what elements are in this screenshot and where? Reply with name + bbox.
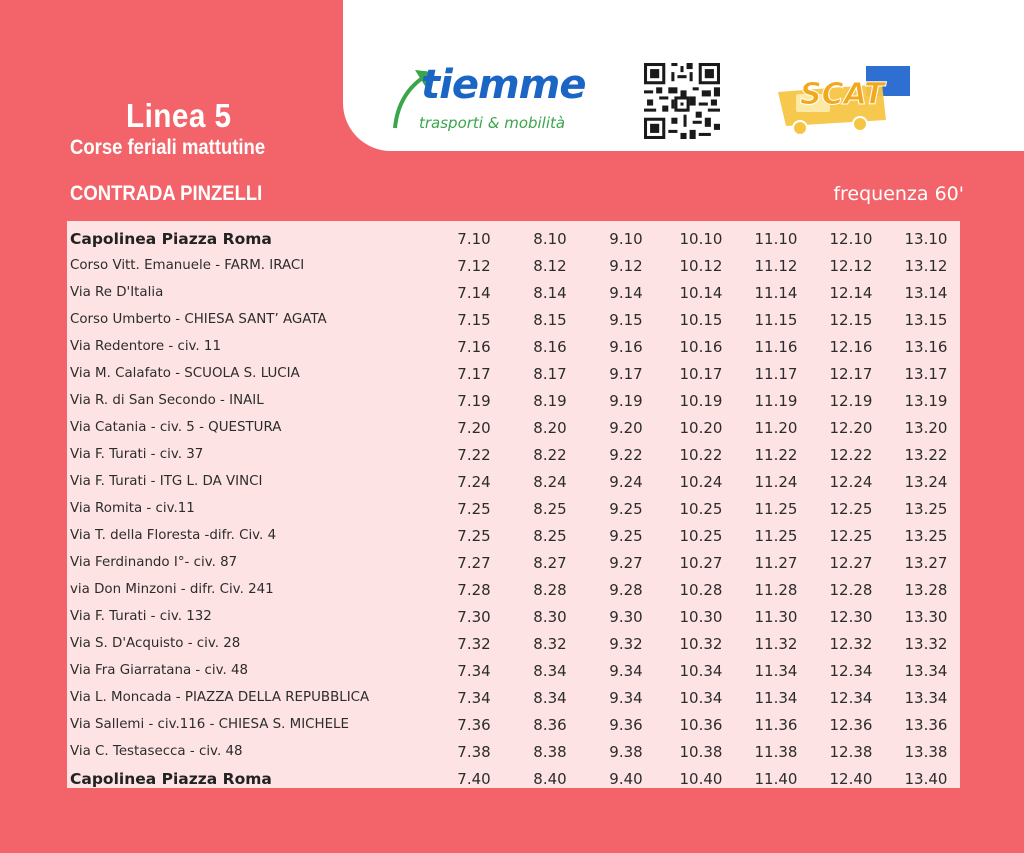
- departure-time: 9.16: [609, 337, 643, 356]
- stop-name: Via Fra Giarratana - civ. 48: [70, 663, 249, 678]
- departure-time: 7.34: [457, 661, 491, 680]
- departure-time: 12.12: [829, 256, 873, 275]
- departure-time: 9.15: [609, 310, 643, 329]
- departure-time: 11.15: [754, 310, 798, 329]
- departure-time: 8.27: [533, 553, 567, 572]
- departure-time: 8.22: [533, 445, 567, 464]
- departure-time: 10.22: [679, 445, 723, 464]
- departure-time: 11.34: [754, 661, 798, 680]
- departure-time: 8.38: [533, 742, 567, 761]
- timetable-row: [67, 711, 960, 738]
- timetable-row: [67, 387, 960, 414]
- departure-time: 11.28: [754, 580, 798, 599]
- departure-time: 7.34: [457, 688, 491, 707]
- departure-time: 8.40: [533, 769, 567, 788]
- departure-time: 8.19: [533, 391, 567, 410]
- departure-time: 13.20: [904, 418, 948, 437]
- route-name: CONTRADA PINZELLI: [70, 182, 263, 205]
- departure-time: 11.25: [754, 499, 798, 518]
- stop-name: Via Romita - civ.11: [70, 501, 195, 516]
- departure-time: 9.10: [609, 229, 643, 248]
- departure-time: 10.19: [679, 391, 723, 410]
- departure-time: 13.25: [904, 499, 948, 518]
- departure-time: 11.12: [754, 256, 798, 275]
- departure-time: 11.25: [754, 526, 798, 545]
- departure-time: 7.27: [457, 553, 491, 572]
- departure-time: 9.20: [609, 418, 643, 437]
- departure-time: 11.16: [754, 337, 798, 356]
- departure-time: 12.32: [829, 634, 873, 653]
- stop-name: Via F. Turati - ITG L. DA VINCI: [70, 474, 263, 489]
- departure-time: 10.20: [679, 418, 723, 437]
- departure-time: 13.14: [904, 283, 948, 302]
- timetable-row: [67, 576, 960, 603]
- departure-time: 8.36: [533, 715, 567, 734]
- tiemme-logo: [385, 62, 605, 138]
- departure-time: 8.28: [533, 580, 567, 599]
- timetable-row: [67, 657, 960, 684]
- departure-time: 10.24: [679, 472, 723, 491]
- departure-time: 8.34: [533, 688, 567, 707]
- timetable-row: [67, 765, 960, 792]
- departure-time: 11.17: [754, 364, 798, 383]
- departure-time: 12.24: [829, 472, 873, 491]
- departure-time: 7.14: [457, 283, 491, 302]
- departure-time: 11.24: [754, 472, 798, 491]
- departure-time: 7.25: [457, 499, 491, 518]
- departure-time: 8.15: [533, 310, 567, 329]
- departure-time: 9.34: [609, 688, 643, 707]
- departure-time: 12.38: [829, 742, 873, 761]
- timetable-row: [67, 360, 960, 387]
- departure-time: 9.28: [609, 580, 643, 599]
- departure-time: 11.14: [754, 283, 798, 302]
- stop-name: Corso Umberto - CHIESA SANT’ AGATA: [70, 312, 327, 327]
- stop-name: Via S. D'Acquisto - civ. 28: [70, 636, 241, 651]
- departure-time: 13.32: [904, 634, 948, 653]
- departure-time: 9.27: [609, 553, 643, 572]
- timetable-row: [67, 252, 960, 279]
- departure-time: 9.19: [609, 391, 643, 410]
- stop-name: Via M. Calafato - SCUOLA S. LUCIA: [70, 366, 300, 381]
- departure-time: 7.17: [457, 364, 491, 383]
- departure-time: 7.36: [457, 715, 491, 734]
- departure-time: 12.25: [829, 499, 873, 518]
- departure-time: 13.16: [904, 337, 948, 356]
- departure-time: 9.38: [609, 742, 643, 761]
- departure-time: 7.19: [457, 391, 491, 410]
- departure-time: 8.30: [533, 607, 567, 626]
- departure-time: 9.17: [609, 364, 643, 383]
- timetable-row: [67, 603, 960, 630]
- departure-time: 9.40: [609, 769, 643, 788]
- departure-time: 7.22: [457, 445, 491, 464]
- departure-time: 9.25: [609, 526, 643, 545]
- timetable-row: [67, 684, 960, 711]
- departure-time: 13.12: [904, 256, 948, 275]
- departure-time: 9.34: [609, 661, 643, 680]
- stop-name: Via Ferdinando I°- civ. 87: [70, 555, 238, 570]
- departure-time: 10.34: [679, 661, 723, 680]
- departure-time: 9.12: [609, 256, 643, 275]
- departure-time: 12.10: [829, 229, 873, 248]
- departure-time: 12.16: [829, 337, 873, 356]
- scat-bus-logo: [770, 64, 912, 140]
- departure-time: 7.24: [457, 472, 491, 491]
- departure-time: 12.36: [829, 715, 873, 734]
- departure-time: 12.19: [829, 391, 873, 410]
- departure-time: 7.12: [457, 256, 491, 275]
- timetable-row: [67, 441, 960, 468]
- line-title: Linea 5: [126, 97, 232, 134]
- departure-time: 10.38: [679, 742, 723, 761]
- departure-time: 8.12: [533, 256, 567, 275]
- stop-name: Via Sallemi - civ.116 - CHIESA S. MICHELE: [70, 717, 349, 732]
- departure-time: 8.16: [533, 337, 567, 356]
- timetable-row: [67, 279, 960, 306]
- departure-time: 13.10: [904, 229, 948, 248]
- departure-time: 10.30: [679, 607, 723, 626]
- scat-wordmark: SCAT: [800, 77, 885, 112]
- departure-time: 10.14: [679, 283, 723, 302]
- departure-time: 10.25: [679, 499, 723, 518]
- departure-time: 11.19: [754, 391, 798, 410]
- departure-time: 10.12: [679, 256, 723, 275]
- departure-time: 11.27: [754, 553, 798, 572]
- departure-time: 7.30: [457, 607, 491, 626]
- departure-time: 13.27: [904, 553, 948, 572]
- timetable-row: [67, 225, 960, 252]
- timetable: [67, 221, 960, 788]
- departure-time: 13.19: [904, 391, 948, 410]
- departure-time: 11.34: [754, 688, 798, 707]
- timetable-row: [67, 549, 960, 576]
- stop-name: Corso Vitt. Emanuele - FARM. IRACI: [70, 258, 305, 273]
- timetable-row: [67, 738, 960, 765]
- departure-time: 12.40: [829, 769, 873, 788]
- stop-name: Via Redentore - civ. 11: [70, 339, 221, 354]
- departure-time: 11.38: [754, 742, 798, 761]
- stop-name: Via R. di San Secondo - INAIL: [70, 393, 264, 408]
- departure-time: 7.15: [457, 310, 491, 329]
- departure-time: 12.25: [829, 526, 873, 545]
- timetable-row: [67, 630, 960, 657]
- departure-time: 7.10: [457, 229, 491, 248]
- timetable-row: [67, 468, 960, 495]
- departure-time: 8.34: [533, 661, 567, 680]
- departure-time: 9.14: [609, 283, 643, 302]
- title-block: [70, 96, 292, 160]
- departure-time: 12.22: [829, 445, 873, 464]
- timetable-row: [67, 333, 960, 360]
- departure-time: 7.38: [457, 742, 491, 761]
- departure-time: 13.34: [904, 688, 948, 707]
- departure-time: 10.25: [679, 526, 723, 545]
- departure-time: 12.20: [829, 418, 873, 437]
- departure-time: 8.10: [533, 229, 567, 248]
- stop-name: Via L. Moncada - PIAZZA DELLA REPUBBLICA: [70, 690, 370, 705]
- departure-time: 10.10: [679, 229, 723, 248]
- departure-time: 10.40: [679, 769, 723, 788]
- departure-time: 7.20: [457, 418, 491, 437]
- stop-name: Via F. Turati - civ. 132: [70, 609, 212, 624]
- terminal-stop-name: Capolinea Piazza Roma: [70, 229, 272, 248]
- departure-time: 8.14: [533, 283, 567, 302]
- departure-time: 11.20: [754, 418, 798, 437]
- stop-name: Via C. Testasecca - civ. 48: [70, 744, 243, 759]
- departure-time: 8.17: [533, 364, 567, 383]
- departure-time: 7.28: [457, 580, 491, 599]
- departure-time: 12.30: [829, 607, 873, 626]
- frequency-label: frequenza 60': [833, 183, 964, 205]
- departure-time: 8.24: [533, 472, 567, 491]
- tiemme-wordmark: tiemme: [421, 62, 586, 108]
- departure-time: 13.30: [904, 607, 948, 626]
- departure-time: 9.22: [609, 445, 643, 464]
- departure-time: 13.17: [904, 364, 948, 383]
- stop-name: Via Catania - civ. 5 - QUESTURA: [70, 420, 282, 435]
- departure-time: 11.30: [754, 607, 798, 626]
- departure-time: 13.36: [904, 715, 948, 734]
- departure-time: 13.28: [904, 580, 948, 599]
- departure-time: 13.34: [904, 661, 948, 680]
- departure-time: 7.32: [457, 634, 491, 653]
- stop-name: Via T. della Floresta -difr. Civ. 4: [70, 528, 277, 543]
- departure-time: 10.17: [679, 364, 723, 383]
- departure-time: 7.25: [457, 526, 491, 545]
- stop-name: Via Re D'Italia: [70, 285, 164, 300]
- departure-time: 8.25: [533, 499, 567, 518]
- departure-time: 9.32: [609, 634, 643, 653]
- departure-time: 13.40: [904, 769, 948, 788]
- departure-time: 11.40: [754, 769, 798, 788]
- schedule-subtitle: Corse feriali mattutine: [70, 136, 266, 159]
- departure-time: 11.22: [754, 445, 798, 464]
- departure-time: 7.40: [457, 769, 491, 788]
- departure-time: 8.32: [533, 634, 567, 653]
- departure-time: 12.28: [829, 580, 873, 599]
- timetable-row: [67, 495, 960, 522]
- departure-time: 11.32: [754, 634, 798, 653]
- departure-time: 12.15: [829, 310, 873, 329]
- departure-time: 12.34: [829, 661, 873, 680]
- departure-time: 12.34: [829, 688, 873, 707]
- departure-time: 10.16: [679, 337, 723, 356]
- stop-name: Via F. Turati - civ. 37: [70, 447, 204, 462]
- departure-time: 10.36: [679, 715, 723, 734]
- departure-time: 13.38: [904, 742, 948, 761]
- timetable-row: [67, 306, 960, 333]
- departure-time: 7.16: [457, 337, 491, 356]
- departure-time: 8.25: [533, 526, 567, 545]
- departure-time: 8.20: [533, 418, 567, 437]
- departure-time: 9.36: [609, 715, 643, 734]
- departure-time: 10.27: [679, 553, 723, 572]
- departure-time: 10.32: [679, 634, 723, 653]
- departure-time: 13.25: [904, 526, 948, 545]
- departure-time: 9.25: [609, 499, 643, 518]
- stop-name: via Don Minzoni - difr. Civ. 241: [70, 582, 274, 597]
- departure-time: 13.15: [904, 310, 948, 329]
- departure-time: 10.15: [679, 310, 723, 329]
- departure-time: 12.17: [829, 364, 873, 383]
- terminal-stop-name: Capolinea Piazza Roma: [70, 769, 272, 788]
- departure-time: 11.36: [754, 715, 798, 734]
- timetable-row: [67, 414, 960, 441]
- departure-time: 13.24: [904, 472, 948, 491]
- timetable-row: [67, 522, 960, 549]
- departure-time: 12.14: [829, 283, 873, 302]
- tiemme-tagline: trasporti & mobilità: [419, 114, 566, 132]
- departure-time: 11.10: [754, 229, 798, 248]
- qr-code-icon: [644, 63, 720, 139]
- departure-time: 12.27: [829, 553, 873, 572]
- departure-time: 10.34: [679, 688, 723, 707]
- departure-time: 9.24: [609, 472, 643, 491]
- departure-time: 9.30: [609, 607, 643, 626]
- departure-time: 13.22: [904, 445, 948, 464]
- departure-time: 10.28: [679, 580, 723, 599]
